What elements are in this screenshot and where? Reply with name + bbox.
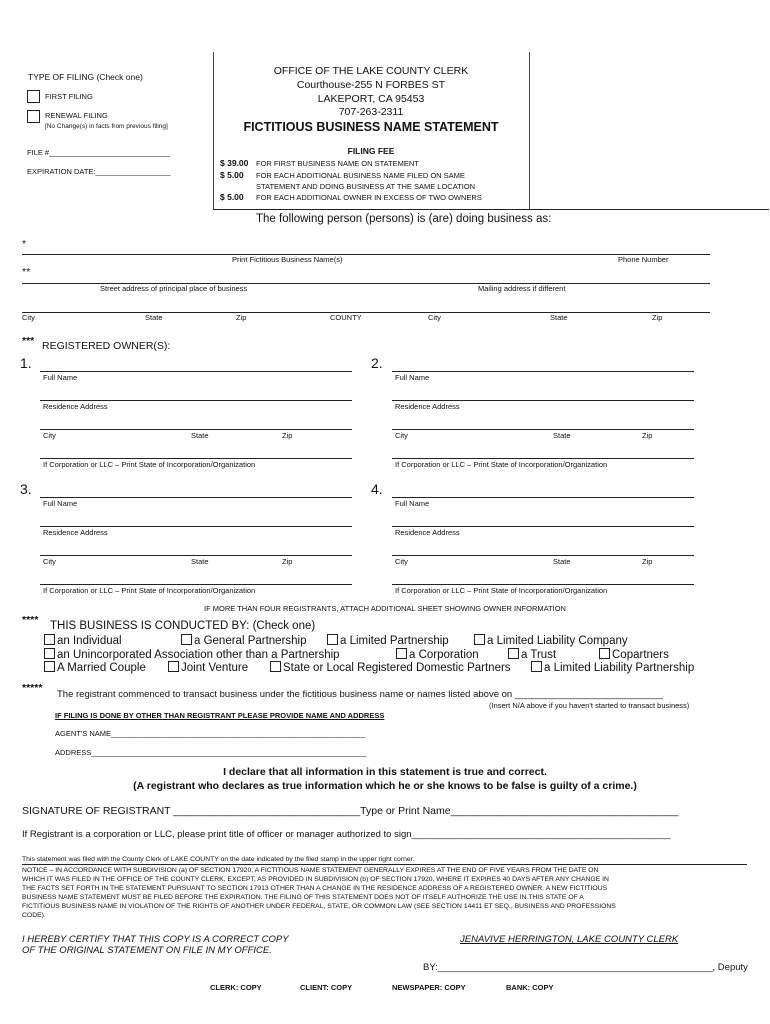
fee-amount: $ 5.00 [220,192,244,202]
option-label: an Unincorporated Association other than a Partnership [57,649,340,661]
copy-label: BANK: COPY [506,983,554,992]
owner-city-line[interactable] [40,555,352,556]
full-name-label: Full Name [395,373,430,382]
owner-number: 1. [20,355,32,371]
signature-field[interactable]: SIGNATURE OF REGISTRANT ________________________________Type or Print Name_______________________________________ [22,805,679,817]
owners-stars: *** [22,335,35,347]
notice-line: NOTICE – IN ACCORDANCE WITH SUBDIVISION (a) OF SECTION 17920, A FICTITIOUS NAME STATEMENT GENERALLY EXPIRES AT THE END OF FIVE YEARS FROM THE DATE ON [22,867,599,874]
city-state-line[interactable] [22,312,710,313]
filing-fee-heading: FILING FEE [347,146,395,156]
option-llc[interactable] [474,634,628,647]
option-llp[interactable] [531,661,694,674]
certify-line-1: I HEREBY CERTIFY THAT THIS COPY IS A CORRECT COPY [22,934,289,945]
office-address-1: Courthouse-255 N FORBES ST [296,79,446,91]
copy-label: CLERK: COPY [210,983,262,992]
zip-label: Zip [652,313,663,322]
fee-amount: $ 39.00 [220,158,249,168]
zip-label: Zip [282,431,293,440]
option-general-partnership[interactable] [181,634,307,647]
notice-line: FICTITIOUS BUSINESS NAME IN VIOLATION OF THE RIGHTS OF ANOTHER UNDER FEDERAL, STATE, OR COMMON LAW (SEE SECTION 14411 ET SEQ., BUSINESS AND PROFESSIONS [22,903,616,910]
declaration-line-2: (A registrant who declares as true information which he or she knows to be false is guilty of a crime.) [133,780,637,792]
option-label: State or Local Registered Domestic Partners [283,662,511,674]
fee-amount: $ 5.00 [220,170,244,180]
state-label: State [191,431,209,440]
agent-heading: IF FILING IS DONE BY OTHER THAN REGISTRANT PLEASE PROVIDE NAME AND ADDRESS [55,711,385,720]
no-change-note: [No Change(s) in facts from previous filing] [45,123,168,130]
county-clerk-name: JENAVIVE HERRINGTON, LAKE COUNTY CLERK [460,934,679,945]
checkbox[interactable] [474,634,485,645]
business-name-line[interactable] [22,254,710,255]
fee-description: STATEMENT AND DOING BUSINESS AT THE SAME LOCATION [256,182,476,191]
city-label: City [395,431,408,440]
option-married-couple[interactable] [44,661,146,674]
fee-description: FOR EACH ADDITIONAL OWNER IN EXCESS OF TWO OWNERS [256,193,482,202]
owner-full-name-line[interactable] [392,497,694,498]
option-corporation[interactable] [396,648,479,661]
option-unincorporated-association[interactable] [44,648,340,661]
intro-text: The following person (persons) is (are) doing business as: [256,213,552,225]
checkbox[interactable] [327,634,338,645]
zip-label: Zip [236,313,247,322]
city-label: City [22,313,35,322]
renewal-filing-label: RENEWAL FILING [45,111,108,120]
mailing-address-label: Mailing address if different [478,284,566,293]
asterisk-marker: ** [22,266,31,278]
notice-line: THE FACTS SET FORTH IN THE STATEMENT PURSUANT TO SECTION 17913 OTHER THAN A CHANGE IN THE RESIDENCE ADDRESS OF A REGISTERED OWNER. A NEW FICTITIOUS [22,885,608,892]
owner-corp-line[interactable] [40,584,352,585]
first-filing-label: FIRST FILING [45,92,93,101]
fee-description: FOR EACH ADDITIONAL BUSINESS NAME FILED ON SAME [256,171,465,180]
owner-residence-line[interactable] [392,526,694,527]
notice-divider [22,864,747,865]
owner-corp-line[interactable] [40,458,352,459]
certify-line-2: OF THE ORIGINAL STATEMENT ON FILE IN MY OFFICE. [22,945,272,956]
checkbox[interactable] [396,648,407,659]
option-limited-partnership[interactable] [327,634,449,647]
residence-label: Residence Address [43,528,108,537]
option-domestic-partners[interactable] [270,661,511,674]
residence-label: Residence Address [395,528,460,537]
option-label: Copartners [612,649,669,661]
county-label: COUNTY [330,313,362,322]
checkbox[interactable] [599,648,610,659]
state-label: State [553,431,571,440]
copy-label: NEWSPAPER: COPY [392,983,466,992]
owner-city-line[interactable] [40,429,352,430]
corp-label: If Corporation or LLC – Print State of Incorporation/Organization [395,586,608,595]
city-label: City [43,557,56,566]
first-filing-checkbox[interactable] [27,90,40,103]
renewal-filing-checkbox[interactable] [27,110,40,123]
city-label: City [428,313,441,322]
commenced-text[interactable]: The registrant commenced to transact business under the fictitious business name or names listed above on ____________________________ [57,689,663,700]
file-number-field[interactable]: FILE #_____________________________ [27,148,171,157]
checkbox[interactable] [168,661,179,672]
option-copartners[interactable] [599,648,669,661]
notice-line: CODE). [22,912,46,919]
option-label: A Married Couple [57,662,146,674]
fee-description: FOR FIRST BUSINESS NAME ON STATEMENT [256,159,419,168]
zip-label: Zip [282,557,293,566]
zip-label: Zip [642,431,653,440]
conducted-heading: THIS BUSINESS IS CONDUCTED BY: (Check one) [50,620,316,632]
header-divider-right [529,52,530,210]
owner-full-name-line[interactable] [392,371,694,372]
option-joint-venture[interactable] [168,661,248,674]
owner-number: 2. [371,355,383,371]
checkbox[interactable] [508,648,519,659]
option-label: a Trust [521,649,557,661]
option-label: an Individual [57,635,122,647]
owner-corp-line[interactable] [392,458,694,459]
notice-line: WHICH IT WAS FILED IN THE OFFICE OF THE COUNTY CLERK, EXCEPT, AS PROVIDED IN SUBDIVISION (b) OF SECTION 17920, WHERE IT EXPIRES 40 DAYS AFTER ANY CHANGE IN [22,876,609,883]
state-label: State [553,557,571,566]
deputy-signature-field[interactable]: BY:____________________________________________________, Deputy [423,962,748,973]
office-name: OFFICE OF THE LAKE COUNTY CLERK [273,65,469,77]
option-label: a Limited Liability Company [487,635,628,647]
business-name-label: Print Fictitious Business Name(s) [232,255,343,264]
option-trust[interactable] [508,648,556,661]
owner-number: 3. [20,481,32,497]
owner-city-line[interactable] [392,429,694,430]
full-name-label: Full Name [43,373,78,382]
city-label: City [395,557,408,566]
residence-label: Residence Address [395,402,460,411]
more-registrants-note: IF MORE THAN FOUR REGISTRANTS, ATTACH ADDITIONAL SHEET SHOWING OWNER INFORMATION [204,604,566,613]
owner-city-line[interactable] [392,555,694,556]
state-label: State [550,313,568,322]
option-label: a Limited Partnership [340,635,449,647]
notice-line: BUSINESS NAME STATEMENT MUST BE FILED BEFORE THE EXPIRATION. THE FILING OF THIS STATEMENT DOES NOT OF ITSELF AUTHORIZE THE USE IN THIS STATE OF A [22,894,584,901]
state-label: State [145,313,163,322]
corp-label: If Corporation or LLC – Print State of Incorporation/Organization [395,460,608,469]
option-label: a Limited Liability Partnership [544,662,695,674]
office-phone: 707-263-2311 [338,106,404,118]
option-label: a General Partnership [194,635,307,647]
full-name-label: Full Name [43,499,78,508]
form-title: FICTITIOUS BUSINESS NAME STATEMENT [243,120,499,134]
commenced-note: (Insert N/A above if you haven't started to transact business) [489,701,690,710]
option-label: a Corporation [409,649,479,661]
copy-label: CLIENT: COPY [300,983,353,992]
owner-residence-line[interactable] [40,400,352,401]
commenced-stars: ***** [22,682,43,694]
owner-residence-line[interactable] [40,526,352,527]
full-name-label: Full Name [395,499,430,508]
agent-name-field[interactable]: AGENT'S NAME_____________________________________________________________ [55,729,366,738]
checkbox[interactable] [44,634,55,645]
checkbox[interactable] [44,648,55,659]
option-label: Joint Venture [181,662,249,674]
checkbox[interactable] [44,661,55,672]
owner-full-name-line[interactable] [40,497,352,498]
state-label: State [191,557,209,566]
checkbox[interactable] [531,661,542,672]
declaration-line-1: I declare that all information in this statement is true and correct. [223,766,547,778]
checkbox[interactable] [270,661,281,672]
owner-number: 4. [371,481,383,497]
officer-title-field[interactable]: If Registrant is a corporation or LLC, please print title of officer or manager authorized to sign_________________________________________________ [22,829,671,840]
conducted-stars: **** [22,614,39,626]
office-address-2: LAKEPORT, CA 95453 [317,93,425,105]
corp-label: If Corporation or LLC – Print State of Incorporation/Organization [43,586,256,595]
agent-address-field[interactable]: ADDRESS__________________________________________________________________ [55,748,367,757]
owner-residence-line[interactable] [392,400,694,401]
owners-heading: REGISTERED OWNER(S): [42,340,171,352]
residence-label: Residence Address [43,402,108,411]
option-individual[interactable] [44,634,122,647]
checkbox[interactable] [181,634,192,645]
owner-full-name-line[interactable] [40,371,352,372]
expiration-date-field[interactable]: EXPIRATION DATE:__________________ [27,167,171,176]
corp-label: If Corporation or LLC – Print State of Incorporation/Organization [43,460,256,469]
asterisk-marker: * [22,238,27,250]
filed-statement: This statement was filed with the County Clerk of LAKE COUNTY on the date indicated by the filed stamp in the upper right corner. [22,856,415,863]
phone-label: Phone Number [618,255,669,264]
header-bottom-line [213,209,769,210]
zip-label: Zip [642,557,653,566]
street-address-label: Street address of principal place of business [100,284,248,293]
city-label: City [43,431,56,440]
owner-corp-line[interactable] [392,584,694,585]
type-of-filing-label: TYPE OF FILING (Check one) [28,72,143,82]
